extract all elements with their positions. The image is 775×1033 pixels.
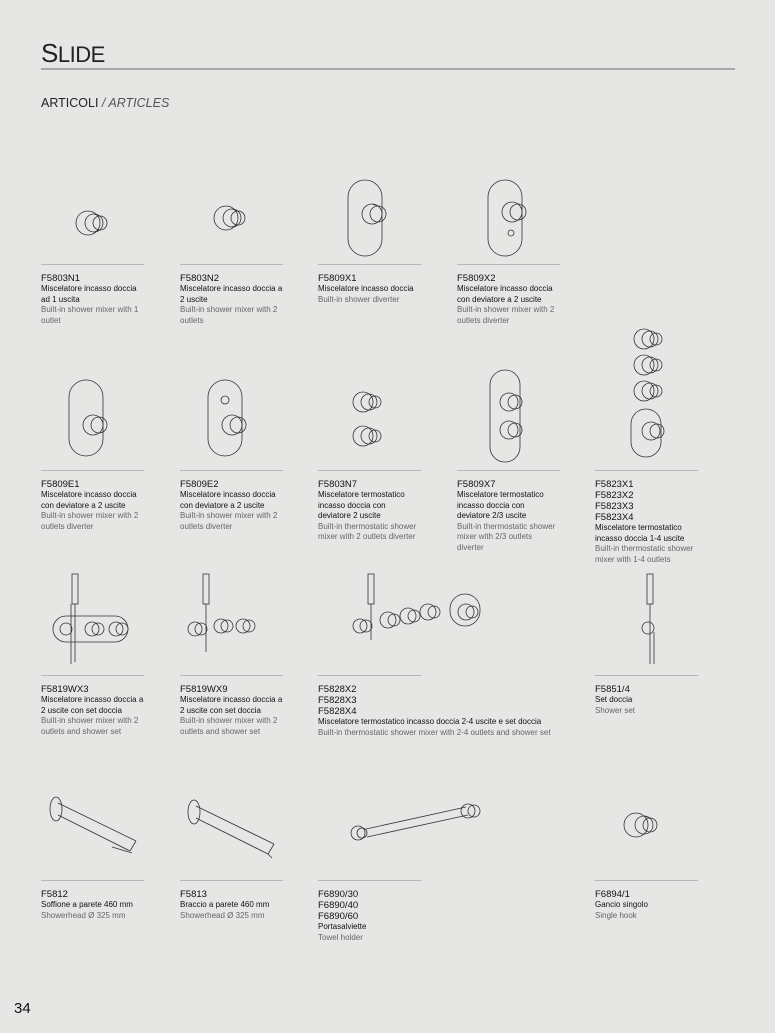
product-item: F5809X1 Miscelatore incasso doccia Built-in shower diverter [318, 264, 448, 305]
product-item: F5809E1 Miscelatore incasso doccia con deviatore a 2 uscite Built-in shower mixer with 2 outlets diverter [41, 470, 171, 532]
thermostatic-2-knobs-illustration [349, 388, 389, 454]
page-title: SLIDE [41, 38, 105, 68]
product-item: F5809X7 Miscelatore termostatico incasso doccia con deviatore 2/3 uscite Built-in thermostatic shower mixer with 2/3 outlets diverter [457, 470, 587, 553]
section-subtitle: ARTICOLI / ARTICLES [41, 96, 170, 110]
diverter-plate-e1-illustration [66, 378, 116, 458]
mixer-shower-set-wx9-illustration [185, 572, 265, 667]
product-item: F5823X1 F5823X2 F5823X3 F5823X4 Miscelatore termostatico incasso doccia 1-4 uscite Built-in thermostatic shower mixer with 1-4 outlets [595, 470, 725, 565]
product-item: F5819WX9 Miscelatore incasso doccia a 2 uscite con set doccia Built-in shower mixer with 2 outlets and shower set [180, 675, 310, 737]
product-item: F5809X2 Miscelatore incasso doccia con deviatore a 2 uscite Built-in shower mixer with 2 outlets diverter [457, 264, 587, 326]
product-item: F6894/1 Gancio singolo Single hook [595, 880, 725, 921]
mixer-diverter-plate-illustration [485, 178, 535, 258]
product-item: F5819WX3 Miscelatore incasso doccia a 2 uscite con set doccia Built-in shower mixer with 2 outlets and shower set [41, 675, 171, 737]
thermostatic-stack-illustration [627, 325, 672, 460]
product-item: F5828X2 F5828X3 F5828X4 Miscelatore termostatico incasso doccia 2-4 uscite e set doccia Built-in thermostatic shower mixer with 2-4 outlets and shower set [318, 675, 578, 738]
diverter-plate-illustration [345, 178, 395, 258]
product-item: F5803N1 Miscelatore incasso doccia ad 1 uscita Built-in shower mixer with 1 outlet [41, 264, 171, 326]
product-item: F5812 Soffione a parete 460 mm Showerhead Ø 325 mm [41, 880, 171, 921]
product-item: F5813 Braccio a parete 460 mm Showerhead Ø 325 mm [180, 880, 310, 921]
wall-showerhead-illustration [48, 795, 143, 860]
shower-set-illustration [640, 572, 670, 667]
mixer-2-outlets-illustration [212, 200, 252, 236]
single-hook-illustration [622, 805, 667, 845]
page-number: 34 [14, 1000, 31, 1017]
wall-arm-illustration [186, 798, 281, 863]
thermostatic-shower-set-illustration [348, 572, 488, 642]
thermostatic-plate-illustration [487, 368, 527, 464]
title-rule [41, 68, 735, 70]
product-item: F5803N7 Miscelatore termostatico incasso doccia con deviatore 2 uscite Built-in thermostatic shower mixer with 2 outlets diverter [318, 470, 448, 543]
towel-holder-illustration [350, 797, 485, 847]
mixer-1-outlet-illustration [74, 205, 114, 241]
mixer-shower-set-wx3-illustration [50, 572, 135, 667]
diverter-plate-e2-illustration [205, 378, 255, 458]
product-item: F6890/30 F6890/40 F6890/60 Portasalviette Towel holder [318, 880, 448, 943]
product-item: F5809E2 Miscelatore incasso doccia con deviatore a 2 uscite Built-in shower mixer with 2 outlets diverter [180, 470, 310, 532]
product-item: F5851/4 Set doccia Shower set [595, 675, 725, 716]
product-item: F5803N2 Miscelatore incasso doccia a 2 uscite Built-in shower mixer with 2 outlets [180, 264, 310, 326]
